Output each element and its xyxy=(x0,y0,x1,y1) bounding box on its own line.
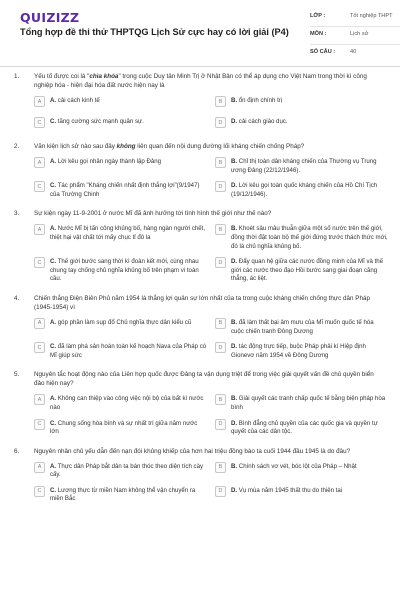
answer-option[interactable] xyxy=(34,180,207,199)
answer-options xyxy=(34,95,388,132)
meta-row-count xyxy=(310,48,400,63)
option-letter-badge: A xyxy=(34,157,45,168)
option-letter-badge: D xyxy=(215,486,226,497)
option-text xyxy=(231,95,282,106)
option-body: Lương thực từ miền Nam không thể vận chuyển ra miền Bắc xyxy=(50,486,196,503)
question-text-emphasis: không xyxy=(116,143,136,150)
answer-option[interactable] xyxy=(34,256,207,284)
option-letter-badge: C xyxy=(34,342,45,353)
option-body: Lời kêu gọi nhân ngày thành lập Đảng xyxy=(57,158,162,165)
option-body: Bình đẳng chủ quyền của các quốc gia và quyền tự quyết của các dân tộc. xyxy=(231,419,378,436)
meta-value: 40 xyxy=(350,49,357,55)
question-item xyxy=(12,142,388,199)
answer-option[interactable] xyxy=(215,461,388,480)
option-body: Thực dân Pháp bắt dân ta bán thóc theo diện tích cày cấy. xyxy=(50,462,204,479)
answer-option[interactable] xyxy=(34,393,207,412)
question-item xyxy=(12,294,388,360)
answer-option[interactable] xyxy=(34,156,207,175)
option-letter-badge: C xyxy=(34,117,45,128)
option-body: Chung sống hòa bình và sự nhất trí giữa năm nước lớn xyxy=(50,419,198,436)
option-text xyxy=(50,95,100,106)
option-letter-badge: D xyxy=(215,419,226,430)
meta-key: MÔN : xyxy=(310,31,327,37)
worksheet-title: Tổng hợp đề thi thử THPTQG Lịch Sử cực hay có lời giải (P4) xyxy=(20,27,289,37)
option-letter-badge: B xyxy=(215,96,226,107)
question-text xyxy=(34,294,388,312)
answer-option[interactable] xyxy=(34,317,207,336)
question-number: 1. xyxy=(14,73,20,80)
option-label: A. xyxy=(50,395,57,403)
question-text-part: liên quan đến nội dung đường lối kháng chiến chống Pháp? xyxy=(135,143,305,150)
option-letter-badge: A xyxy=(34,96,45,107)
option-text xyxy=(231,461,357,472)
option-text xyxy=(231,180,388,199)
option-label: D. xyxy=(231,419,238,427)
question-list xyxy=(12,72,388,514)
question-text-part: Yếu tố được coi là " xyxy=(34,73,90,80)
option-letter-badge: C xyxy=(34,419,45,430)
option-text xyxy=(231,341,388,360)
option-label: D. xyxy=(231,118,238,125)
option-text xyxy=(50,485,207,504)
answer-option[interactable] xyxy=(215,95,388,111)
question-header xyxy=(12,72,388,90)
answer-options xyxy=(34,223,388,284)
option-body: Nước Mĩ bị tấn công khủng bố, hàng ngàn người chết, thiệt hại vật chất tới mấy chục tỉ đô la xyxy=(50,225,206,241)
answer-option[interactable] xyxy=(215,116,388,132)
quizizz-logo: QUIZIZZ xyxy=(20,10,80,25)
answer-option[interactable] xyxy=(34,485,207,504)
option-label: B. xyxy=(231,318,238,326)
question-header xyxy=(12,447,388,456)
meta-row-subject xyxy=(310,30,400,45)
option-letter-badge: C xyxy=(34,486,45,497)
option-label: C. xyxy=(50,419,57,427)
question-item xyxy=(12,209,388,284)
option-text xyxy=(231,256,388,284)
question-text xyxy=(34,72,388,90)
option-body: Tác phẩm "Kháng chiến nhất định thắng lợi"(9/1947) của Trường Chinh xyxy=(50,182,200,198)
option-body: Chỉ thị toàn dân kháng chiến của Thường vụ Trung ương Đảng (22/12/1946). xyxy=(231,158,377,174)
option-letter-badge: C xyxy=(34,257,45,268)
option-label: A. xyxy=(50,318,57,326)
question-text xyxy=(34,142,388,151)
question-number: 5. xyxy=(14,371,20,379)
option-label: D. xyxy=(231,486,238,494)
option-label: D. xyxy=(231,258,238,266)
option-body: Đẩy quan hệ giữa các nước đồng minh của Mĩ và thế giới các nước theo đạo Hồi bước sang giai đoạn căng thẳng, ác liệt. xyxy=(231,258,384,283)
option-body: Giải quyết các tranh chấp quốc tế bằng biện pháp hòa bình xyxy=(231,395,386,411)
option-letter-badge: D xyxy=(215,342,226,353)
option-text xyxy=(231,223,388,251)
answer-option[interactable] xyxy=(215,180,388,199)
option-label: B. xyxy=(231,225,238,233)
answer-option[interactable] xyxy=(215,485,388,504)
option-letter-badge: D xyxy=(215,257,226,268)
option-label: C. xyxy=(50,343,57,351)
worksheet-header xyxy=(12,0,393,66)
question-text-part: Nguyên tắc hoạt động nào của Liên hợp quốc được Đảng ta vận dụng triệt để trong việc giải quyết vấn đề chủ quyền biển đảo hiện nay? xyxy=(34,371,374,388)
option-text xyxy=(50,393,207,412)
option-text xyxy=(231,317,388,336)
header-divider xyxy=(0,66,400,67)
meta-value: Tốt nghiệp THPT xyxy=(350,13,393,19)
question-text-part: Nguyên nhân chủ yếu dẫn đến nạn đói khủng khiếp của hơn hai triệu đồng bào ta cuối 1944 đầu 1945 là do đâu? xyxy=(34,447,351,455)
question-header xyxy=(12,370,388,388)
question-number: 2. xyxy=(14,143,20,150)
meta-value: Lịch sử xyxy=(350,31,369,37)
option-label: A. xyxy=(50,97,57,104)
option-letter-badge: B xyxy=(215,318,226,329)
option-body: Vụ mùa năm 1945 thất thu do thiên tai xyxy=(238,486,343,494)
option-body: Lời kêu gọi toàn quốc kháng chiến của Hồ Chí Tịch (19/12/1946). xyxy=(231,182,378,198)
question-number: 3. xyxy=(14,210,20,218)
option-text xyxy=(231,156,388,175)
question-header xyxy=(12,209,388,218)
option-body: tăng cường sức mạnh quân sự. xyxy=(57,118,144,125)
option-letter-badge: A xyxy=(34,318,45,329)
option-text xyxy=(231,485,342,496)
question-text-part: " trong cuộc Duy tân Minh Trị ở Nhật Bản có thể áp dụng cho Việt Nam trong thời kì công nghiệp hóa - hiện đại hóa đất nước hiện nay là xyxy=(34,73,367,89)
answer-options xyxy=(34,317,388,360)
question-header xyxy=(12,294,388,312)
option-label: B. xyxy=(231,158,238,165)
meta-key: LỚP : xyxy=(310,13,326,19)
option-body: Khoét sâu mâu thuẫn giữa một số nước trên thế giới, đồng thời đặt toàn bộ thế giới đứng trước thách thức mới, đó là chủ nghĩa khủng bố. xyxy=(231,225,388,250)
option-letter-badge: A xyxy=(34,462,45,473)
option-letter-badge: A xyxy=(34,224,45,235)
question-item xyxy=(12,72,388,132)
option-label: D. xyxy=(231,343,238,351)
option-label: C. xyxy=(50,182,57,190)
question-text-part: Sự kiện ngày 11-9-2001 ở nước Mĩ đã ảnh hưởng tới tình hình thế giới như thế nào? xyxy=(34,210,272,218)
option-label: D. xyxy=(231,182,238,190)
option-text xyxy=(50,341,207,360)
option-text xyxy=(50,256,207,284)
option-label: C. xyxy=(50,486,57,494)
option-body: cải cách giáo dục. xyxy=(238,118,288,125)
option-text xyxy=(231,418,388,437)
question-text xyxy=(34,370,388,388)
option-body: đã làm thất bại âm mưu của Mĩ muốn quốc tế hóa cuộc chiến tranh Đông Dương xyxy=(231,318,374,335)
question-text-emphasis: chìa khóa xyxy=(89,73,119,80)
option-label: C. xyxy=(50,118,57,125)
option-letter-badge: D xyxy=(215,117,226,128)
option-label: A. xyxy=(50,225,57,233)
question-number: 4. xyxy=(14,294,20,302)
option-letter-badge: B xyxy=(215,224,226,235)
option-text xyxy=(50,317,191,328)
answer-option[interactable] xyxy=(34,341,207,360)
option-label: C. xyxy=(50,258,57,266)
answer-option[interactable] xyxy=(215,393,388,412)
option-label: A. xyxy=(50,158,57,165)
answer-option[interactable] xyxy=(215,256,388,284)
option-label: B. xyxy=(231,462,238,470)
answer-option[interactable] xyxy=(34,95,207,111)
question-text xyxy=(34,209,388,218)
question-number: 6. xyxy=(14,447,20,455)
question-item xyxy=(12,370,388,436)
option-text xyxy=(50,418,207,437)
option-body: đã làm phá sản hoàn toàn kế hoạch Nava của Pháp có Mĩ giúp sức xyxy=(50,343,207,359)
option-letter-badge: B xyxy=(215,157,226,168)
option-label: B. xyxy=(231,395,238,403)
option-text xyxy=(50,180,207,199)
option-text xyxy=(50,116,144,127)
answer-options xyxy=(34,461,388,504)
answer-option[interactable] xyxy=(34,418,207,437)
option-body: cải cách kinh tế xyxy=(57,97,100,104)
option-body: tác động trực tiếp, buộc Pháp phải kí Hiệp định Gionevơ năm 1954 về Đông Dương xyxy=(231,343,366,359)
question-header xyxy=(12,142,388,151)
option-label: A. xyxy=(50,462,57,470)
answer-option[interactable] xyxy=(215,341,388,360)
option-text xyxy=(231,393,388,412)
answer-option[interactable] xyxy=(34,461,207,480)
option-letter-badge: B xyxy=(215,462,226,473)
question-item xyxy=(12,447,388,504)
meta-key: SỐ CÂU : xyxy=(310,49,336,55)
meta-row-class xyxy=(310,12,400,27)
answer-option[interactable] xyxy=(34,223,207,251)
option-text xyxy=(50,156,161,167)
answer-options xyxy=(34,393,388,436)
answer-options xyxy=(34,156,388,199)
option-body: Thế giới bước sang thời kì đoàn kết mới, cùng nhau chung tay chống chủ nghĩa khủng bố trên phạm vi toàn cầu. xyxy=(50,258,199,283)
option-body: Chính sách vơ vét, bóc lột của Pháp – Nhật xyxy=(238,462,357,470)
answer-option[interactable] xyxy=(215,418,388,437)
option-text xyxy=(50,461,207,480)
option-body: góp phần làm sụp đổ Chủ nghĩa thực dân kiểu cũ xyxy=(57,318,192,326)
question-text-part: Chiến thắng Điện Biên Phủ năm 1954 là thắng lợi quân sự lớn nhất của ta trong cuộc kháng chiến chống thực dân Pháp (1945-1954) vì xyxy=(34,294,370,311)
question-text-part: Văn kiện lịch sử nào sau đây xyxy=(34,143,117,150)
worksheet-meta xyxy=(310,12,400,66)
option-body: ổn định chính trị xyxy=(238,97,283,104)
answer-option[interactable] xyxy=(34,116,207,132)
option-letter-badge: C xyxy=(34,181,45,192)
option-body: Không can thiệp vào công việc nội bộ của bất kì nước nào xyxy=(50,395,204,411)
option-text xyxy=(231,116,288,127)
answer-option[interactable] xyxy=(215,317,388,336)
option-letter-badge: A xyxy=(34,394,45,405)
option-letter-badge: B xyxy=(215,394,226,405)
option-letter-badge: D xyxy=(215,181,226,192)
option-label: B. xyxy=(231,97,238,104)
question-text xyxy=(34,447,388,456)
answer-option[interactable] xyxy=(215,223,388,251)
answer-option[interactable] xyxy=(215,156,388,175)
option-text xyxy=(50,223,207,242)
